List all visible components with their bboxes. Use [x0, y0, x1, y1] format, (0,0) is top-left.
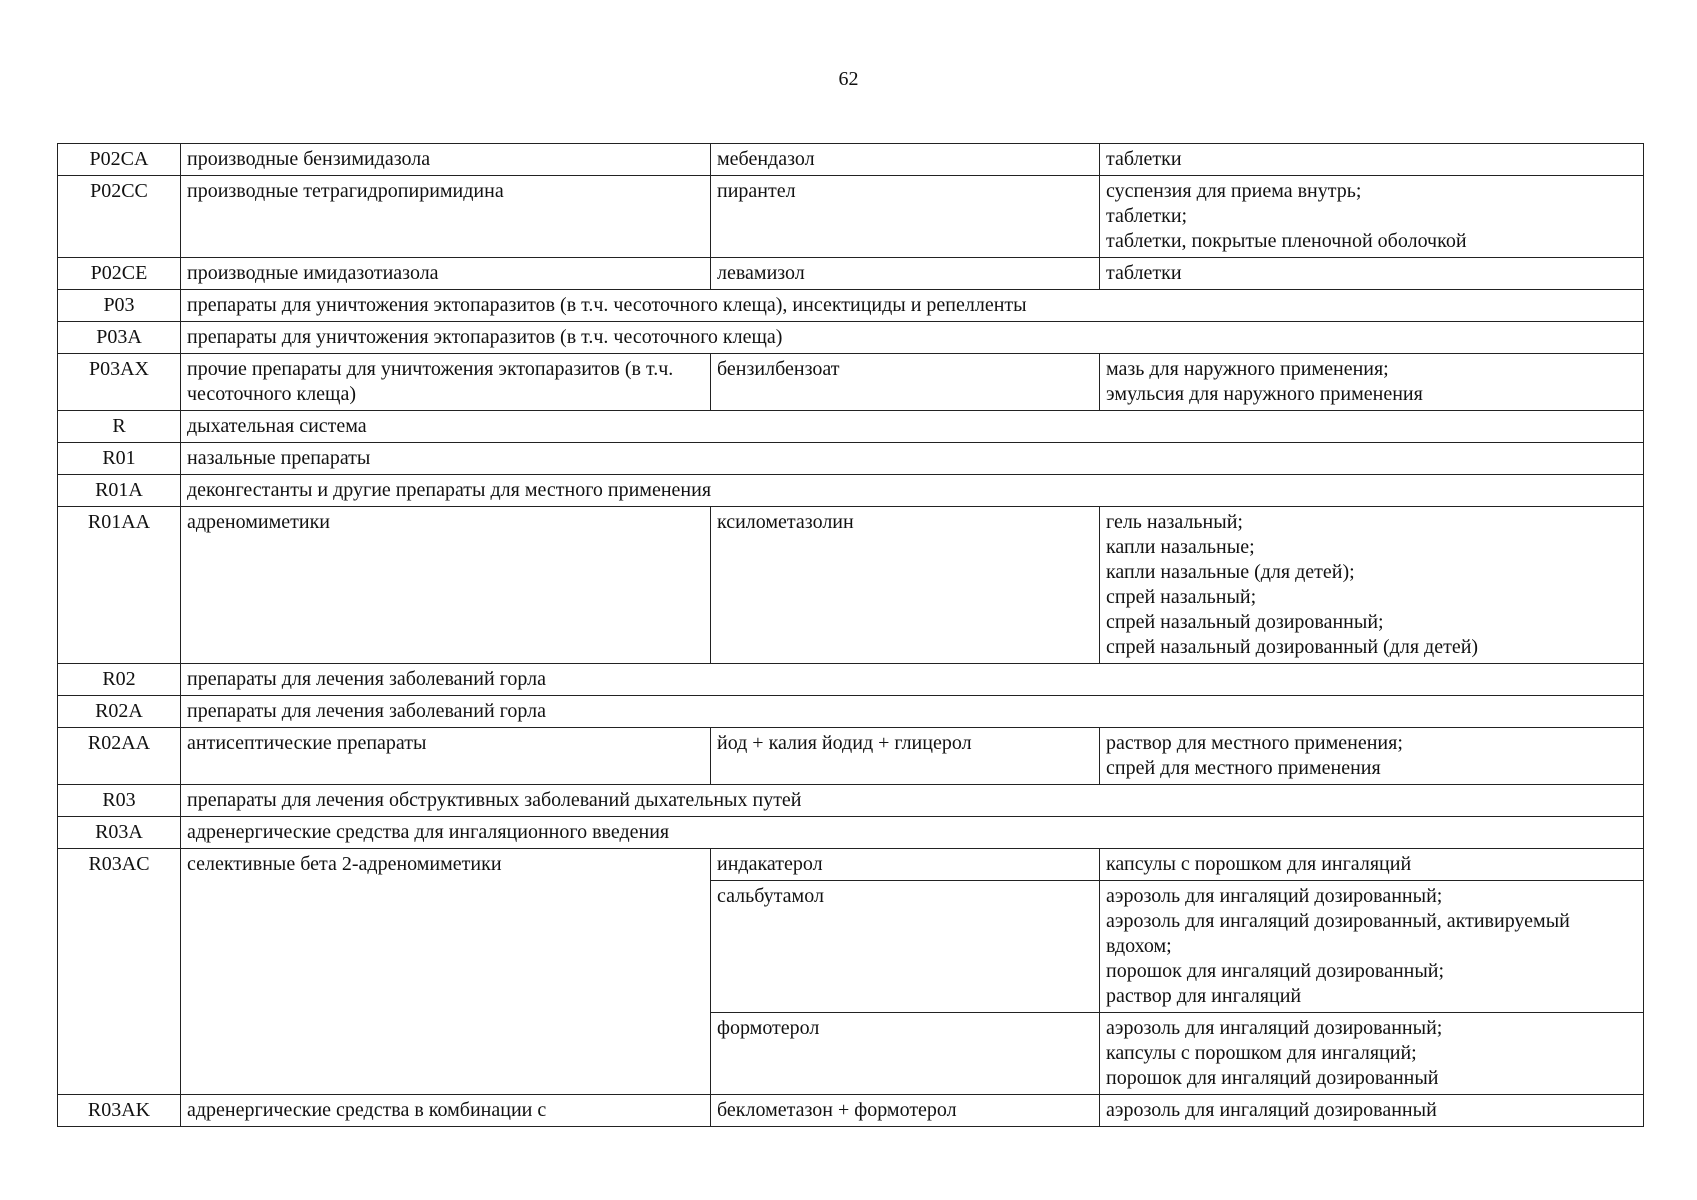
group-name-cell: селективные бета 2-адреномиметики: [181, 849, 711, 1095]
table-row: [58, 728, 1644, 785]
dosage-form: спрей для местного применения: [1106, 757, 1381, 779]
dosage-form: суспензия для приема внутрь;: [1106, 180, 1362, 202]
dosage-form: таблетки, покрытые пленочной оболочкой: [1106, 230, 1467, 252]
dosage-form: таблетки;: [1106, 205, 1188, 227]
table-row: [58, 411, 1644, 443]
atc-code-cell: R01: [58, 443, 181, 475]
group-name-cell: дыхательная система: [181, 411, 1644, 443]
table-row: [58, 176, 1644, 258]
dosage-form: раствор для ингаляций: [1106, 985, 1302, 1007]
dosage-form: таблетки: [1106, 148, 1182, 170]
dosage-forms-cell: [1100, 849, 1644, 881]
group-name-cell: производные тетрагидропиримидина: [181, 176, 711, 258]
drug-name-cell: сальбутамол: [711, 881, 1100, 1013]
dosage-form: раствор для местного применения;: [1106, 732, 1403, 754]
table-row: [58, 443, 1644, 475]
dosage-forms-cell: [1100, 258, 1644, 290]
dosage-forms-cell: [1100, 354, 1644, 411]
dosage-form: порошок для ингаляций дозированный: [1106, 1067, 1439, 1089]
group-name-cell: препараты для лечения обструктивных заболеваний дыхательных путей: [181, 785, 1644, 817]
table-row: [58, 1095, 1644, 1127]
atc-code-cell: R: [58, 411, 181, 443]
atc-code-cell: P03A: [58, 322, 181, 354]
dosage-forms-cell: [1100, 144, 1644, 176]
drug-name-cell: йод + калия йодид + глицерол: [711, 728, 1100, 785]
atc-code-cell: P02CA: [58, 144, 181, 176]
dosage-forms-cell: [1100, 1095, 1644, 1127]
dosage-forms-cell: [1100, 176, 1644, 258]
table-row: [58, 354, 1644, 411]
dosage-form: спрей назальный дозированный (для детей): [1106, 636, 1479, 658]
group-name-cell: назальные препараты: [181, 443, 1644, 475]
dosage-form: эмульсия для наружного применения: [1106, 383, 1423, 405]
drug-name-cell: бензилбензоат: [711, 354, 1100, 411]
drug-name-cell: мебендазол: [711, 144, 1100, 176]
table-row: [58, 696, 1644, 728]
group-name-cell: адренергические средства для ингаляционного введения: [181, 817, 1644, 849]
dosage-form: гель назальный;: [1106, 511, 1243, 533]
atc-code-cell: R01AA: [58, 507, 181, 664]
dosage-form: порошок для ингаляций дозированный;: [1106, 960, 1445, 982]
dosage-form: мазь для наружного применения;: [1106, 358, 1389, 380]
group-name-cell: препараты для лечения заболеваний горла: [181, 664, 1644, 696]
table-row: [58, 290, 1644, 322]
dosage-form: таблетки: [1106, 262, 1182, 284]
atc-code-cell: P03: [58, 290, 181, 322]
group-name-cell: адреномиметики: [181, 507, 711, 664]
table-row: [58, 785, 1644, 817]
dosage-form: аэрозоль для ингаляций дозированный, активируемый вдохом;: [1106, 910, 1570, 957]
drug-name-cell: формотерол: [711, 1013, 1100, 1095]
dosage-forms-cell: [1100, 881, 1644, 1013]
dosage-form: аэрозоль для ингаляций дозированный: [1106, 1099, 1437, 1121]
group-name-cell: препараты для уничтожения эктопаразитов (в т.ч. чесоточного клеща), инсектициды и репелленты: [181, 290, 1644, 322]
group-name-cell: антисептические препараты: [181, 728, 711, 785]
dosage-form: аэрозоль для ингаляций дозированный;: [1106, 1017, 1443, 1039]
atc-code-cell: R01A: [58, 475, 181, 507]
group-name-cell: деконгестанты и другие препараты для местного применения: [181, 475, 1644, 507]
drug-table: [57, 143, 1644, 1127]
dosage-form: капли назальные;: [1106, 536, 1255, 558]
dosage-forms-cell: [1100, 507, 1644, 664]
atc-code-cell: R03: [58, 785, 181, 817]
drug-name-cell: индакатерол: [711, 849, 1100, 881]
dosage-form: капсулы с порошком для ингаляций;: [1106, 1042, 1417, 1064]
atc-code-cell: R03A: [58, 817, 181, 849]
table-body: [58, 144, 1644, 1127]
table-row: [58, 475, 1644, 507]
group-name-cell: производные имидазотиазола: [181, 258, 711, 290]
drug-name-cell: ксилометазолин: [711, 507, 1100, 664]
table-row: [58, 817, 1644, 849]
atc-code-cell: P02CE: [58, 258, 181, 290]
table-row: [58, 144, 1644, 176]
atc-code-cell: R03AC: [58, 849, 181, 1095]
dosage-form: капсулы с порошком для ингаляций: [1106, 853, 1412, 875]
page-number: 62: [838, 68, 859, 90]
atc-code-cell: R03AK: [58, 1095, 181, 1127]
table-row: [58, 322, 1644, 354]
table-row: [58, 664, 1644, 696]
group-name-cell: прочие препараты для уничтожения эктопаразитов (в т.ч. чесоточного клеща): [181, 354, 711, 411]
table-row: [58, 507, 1644, 664]
group-name-cell: препараты для лечения заболеваний горла: [181, 696, 1644, 728]
drug-name-cell: левамизол: [711, 258, 1100, 290]
atc-code-cell: P02CC: [58, 176, 181, 258]
dosage-form: аэрозоль для ингаляций дозированный;: [1106, 885, 1443, 907]
dosage-forms-cell: [1100, 728, 1644, 785]
group-name-cell: производные бензимидазола: [181, 144, 711, 176]
atc-code-cell: R02A: [58, 696, 181, 728]
atc-code-cell: P03AX: [58, 354, 181, 411]
table-row: [58, 258, 1644, 290]
group-name-cell: препараты для уничтожения эктопаразитов (в т.ч. чесоточного клеща): [181, 322, 1644, 354]
atc-code-cell: R02: [58, 664, 181, 696]
atc-code-cell: R02AA: [58, 728, 181, 785]
dosage-forms-cell: [1100, 1013, 1644, 1095]
dosage-form: капли назальные (для детей);: [1106, 561, 1355, 583]
group-name-cell: адренергические средства в комбинации с: [181, 1095, 711, 1127]
drug-name-cell: беклометазон + формотерол: [711, 1095, 1100, 1127]
drug-name-cell: пирантел: [711, 176, 1100, 258]
dosage-form: спрей назальный;: [1106, 586, 1257, 608]
dosage-form: спрей назальный дозированный;: [1106, 611, 1384, 633]
table-row: [58, 849, 1644, 881]
